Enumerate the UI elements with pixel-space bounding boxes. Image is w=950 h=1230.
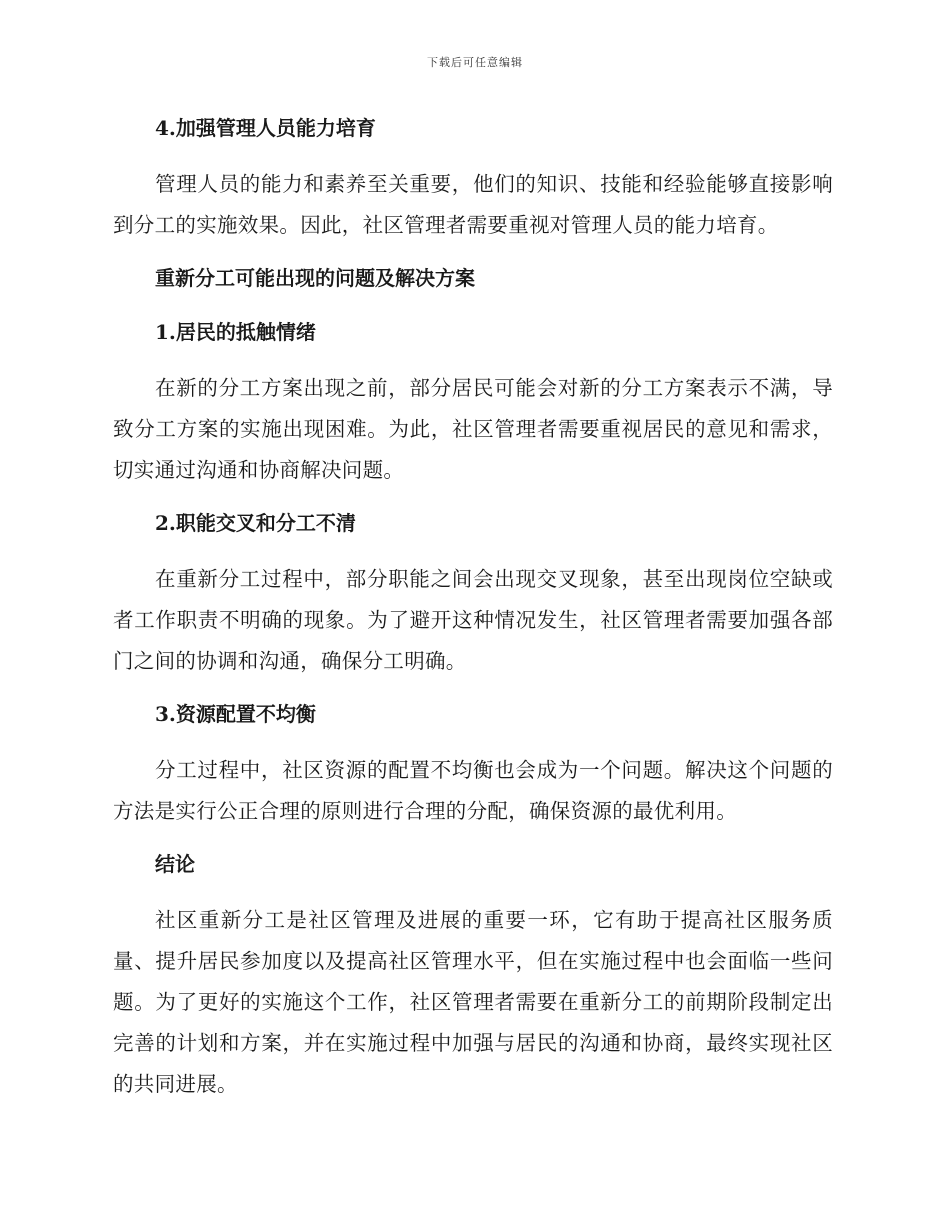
section-heading-resident-resistance: 1.居民的抵触情绪 xyxy=(155,320,316,344)
section-heading-capacity-training: 4.加强管理人员能力培育 xyxy=(155,116,376,140)
document-body xyxy=(113,110,833,1119)
section-paragraph-conclusion: 社区重新分工是社区管理及进展的重要一环，它有助于提高社区服务质量、提升居民参加度以及提高社区管理水平，但在实施过程中也会面临一些问题。为了更好的实施这个工作，社区管理者需要在重新分工的前期阶段制定出完善的计划和方案，并在实施过程中加强与居民的沟通和协商，最终实现社区的共同进展。 xyxy=(113,908,833,1096)
section-paragraph-function-overlap: 在重新分工过程中，部分职能之间会出现交叉现象，甚至出现岗位空缺或者工作职责不明确的现象。为了避开这种情况发生，社区管理者需要加强各部门之间的协调和沟通，确保分工明确。 xyxy=(113,567,833,673)
section-heading-function-overlap: 2.职能交叉和分工不清 xyxy=(155,511,356,535)
section-paragraph-capacity-training: 管理人员的能力和素养至关重要，他们的知识、技能和经验能够直接影响到分工的实施效果。因此，社区管理者需要重视对管理人员的能力培育。 xyxy=(113,172,833,237)
section-paragraph-resident-resistance: 在新的分工方案出现之前，部分居民可能会对新的分工方案表示不满，导致分工方案的实施出现困难。为此，社区管理者需要重视居民的意见和需求，切实通过沟通和协商解决问题。 xyxy=(113,376,833,482)
section-heading-conclusion: 结论 xyxy=(155,852,195,876)
section-heading-problems-solutions: 重新分工可能出现的问题及解决方案 xyxy=(155,266,475,290)
section-paragraph-resource-imbalance: 分工过程中，社区资源的配置不均衡也会成为一个问题。解决这个问题的方法是实行公正合理的原则进行合理的分配，确保资源的最优利用。 xyxy=(113,758,833,823)
section-heading-resource-imbalance: 3.资源配置不均衡 xyxy=(155,702,316,726)
page-header: 下载后可任意编辑 xyxy=(427,56,523,69)
